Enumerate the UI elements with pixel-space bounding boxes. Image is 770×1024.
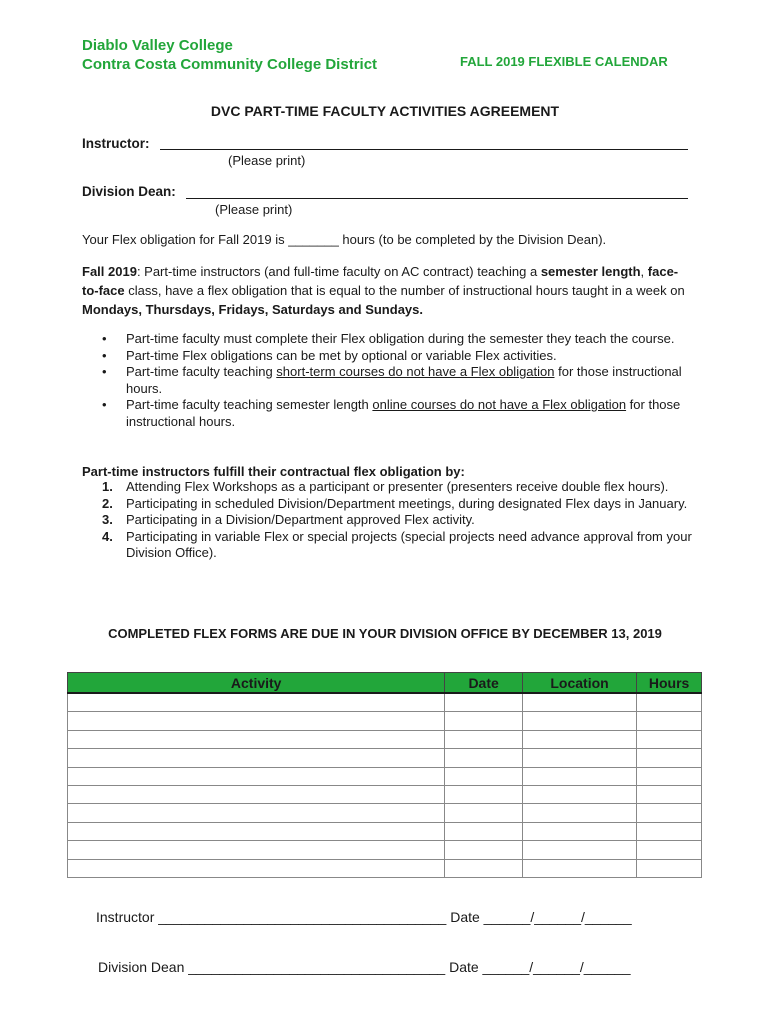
cell-hours[interactable] [637, 730, 702, 748]
cell-location[interactable] [522, 767, 636, 785]
cell-activity[interactable] [68, 841, 445, 859]
list-item: 1. Attending Flex Workshops as a participant or presenter (presenters receive double flex hours). [102, 479, 669, 494]
district-name: Contra Costa Community College District [82, 56, 378, 73]
col-hours: Hours [637, 673, 702, 694]
cell-hours[interactable] [637, 767, 702, 785]
cell-hours[interactable] [637, 822, 702, 840]
cell-location[interactable] [522, 749, 636, 767]
cell-date[interactable] [445, 749, 522, 767]
due-notice: COMPLETED FLEX FORMS ARE DUE IN YOUR DIVISION OFFICE BY DECEMBER 13, 2019 [108, 626, 662, 641]
table-row [68, 730, 702, 748]
list-item: • Part-time faculty teaching semester length online courses do not have a Flex obligation for those instructional hours. [82, 397, 692, 430]
table-header-row [68, 673, 702, 694]
table-row [68, 767, 702, 785]
college-header [82, 36, 377, 74]
table-row [68, 785, 702, 803]
obligation-line: Your Flex obligation for Fall 2019 is _______ hours (to be completed by the Division Dean). [82, 232, 607, 247]
cell-activity[interactable] [68, 785, 445, 803]
table-row [68, 693, 702, 712]
instructor-hint: (Please print) [228, 153, 306, 168]
intro-paragraph: Fall 2019: Part-time instructors (and full-time faculty on AC contract) teaching a semester length, face-to-face class, have a flex obligation that is equal to the number of instructional hours taught in a week on Mondays, Thursdays, Fridays, Saturdays and Sundays. [82, 264, 685, 317]
list-item: • Part-time Flex obligations can be met by optional or variable Flex activities. [82, 348, 692, 365]
page-title: DVC PART-TIME FACULTY ACTIVITIES AGREEMENT [210, 103, 560, 119]
cell-activity[interactable] [68, 749, 445, 767]
cell-location[interactable] [522, 730, 636, 748]
cell-hours[interactable] [637, 859, 702, 877]
instructor-signature-line[interactable]: Instructor _____________________________________ Date ______/______/______ [96, 909, 632, 925]
cell-activity[interactable] [68, 859, 445, 877]
dean-hint: (Please print) [215, 202, 293, 217]
cell-activity[interactable] [68, 767, 445, 785]
cell-location[interactable] [522, 693, 636, 712]
cell-date[interactable] [445, 804, 522, 822]
cell-location[interactable] [522, 859, 636, 877]
list-item: • Part-time faculty teaching short-term courses do not have a Flex obligation for those instructional hours. [82, 364, 692, 397]
cell-activity[interactable] [68, 712, 445, 730]
cell-hours[interactable] [637, 712, 702, 730]
policy-bullets [82, 331, 692, 430]
college-name: Diablo Valley College [82, 37, 233, 54]
cell-date[interactable] [445, 712, 522, 730]
list-item: 4. Participating in variable Flex or special projects (special projects need advance approval from your Division Office). [102, 528, 692, 560]
col-date: Date [445, 673, 522, 694]
cell-date[interactable] [445, 841, 522, 859]
cell-location[interactable] [522, 804, 636, 822]
table-body [68, 693, 702, 877]
cell-activity[interactable] [68, 730, 445, 748]
cell-date[interactable] [445, 822, 522, 840]
table-row [68, 712, 702, 730]
activity-table [67, 672, 702, 878]
cell-activity[interactable] [68, 804, 445, 822]
list-item: 3. Participating in a Division/Department approved Flex activity. [102, 512, 475, 527]
cell-hours[interactable] [637, 841, 702, 859]
cell-date[interactable] [445, 859, 522, 877]
table-row [68, 804, 702, 822]
cell-hours[interactable] [637, 785, 702, 803]
cell-location[interactable] [522, 822, 636, 840]
cell-date[interactable] [445, 785, 522, 803]
table-row [68, 859, 702, 877]
cell-date[interactable] [445, 693, 522, 712]
cell-date[interactable] [445, 767, 522, 785]
dean-label: Division Dean: [82, 184, 176, 199]
cell-hours[interactable] [637, 804, 702, 822]
table-row [68, 749, 702, 767]
instructor-label: Instructor: [82, 136, 150, 151]
fulfill-heading: Part-time instructors fulfill their contractual flex obligation by: [82, 464, 465, 479]
fulfill-list [82, 479, 692, 562]
calendar-label: FALL 2019 FLEXIBLE CALENDAR [460, 54, 668, 69]
col-activity: Activity [68, 673, 445, 694]
table-row [68, 841, 702, 859]
cell-location[interactable] [522, 841, 636, 859]
cell-date[interactable] [445, 730, 522, 748]
dean-name-line[interactable] [186, 198, 688, 199]
cell-location[interactable] [522, 785, 636, 803]
cell-hours[interactable] [637, 693, 702, 712]
intro-term: Fall 2019 [82, 264, 137, 279]
cell-activity[interactable] [68, 822, 445, 840]
dean-signature-line[interactable]: Division Dean _________________________________ Date ______/______/______ [98, 959, 631, 975]
list-item: • Part-time faculty must complete their Flex obligation during the semester they teach the course. [82, 331, 692, 348]
col-location: Location [522, 673, 636, 694]
list-item: 2. Participating in scheduled Division/Department meetings, during designated Flex days in January. [102, 495, 688, 511]
cell-location[interactable] [522, 712, 636, 730]
cell-hours[interactable] [637, 749, 702, 767]
cell-activity[interactable] [68, 693, 445, 712]
table-row [68, 822, 702, 840]
instructor-name-line[interactable] [160, 149, 688, 150]
